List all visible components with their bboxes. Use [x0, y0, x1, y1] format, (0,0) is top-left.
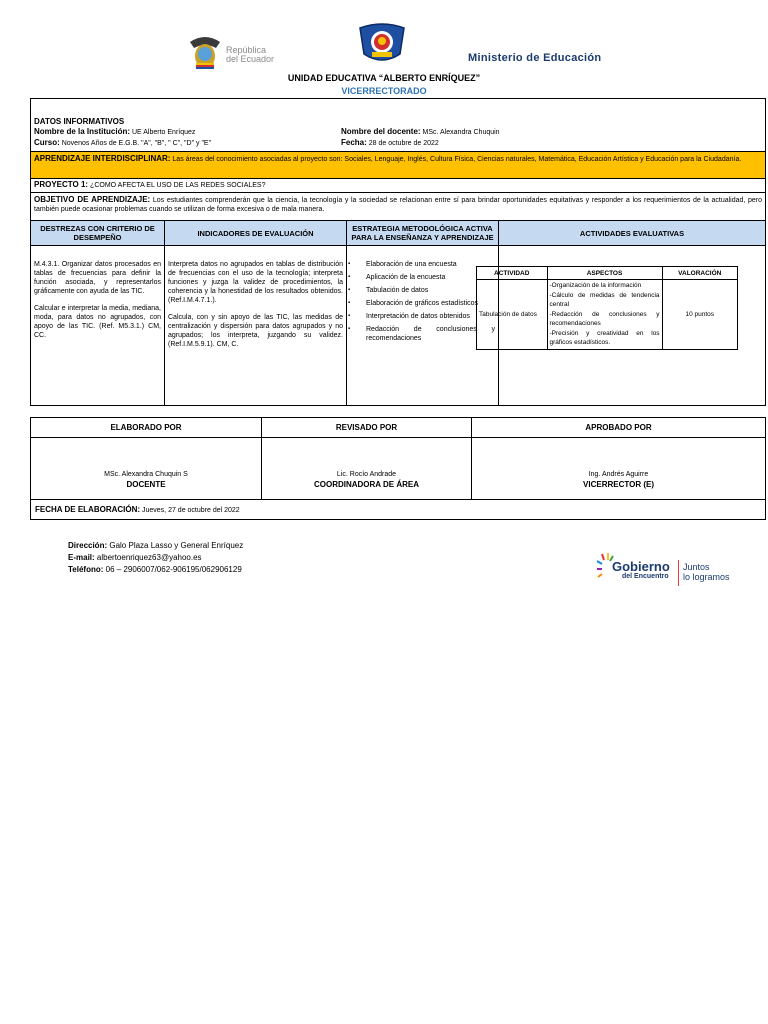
- estrategia-header: ESTRATEGIA METODOLÓGICA ACTIVA PARA LA ENSEÑANZA Y APRENDIZAJE: [347, 221, 499, 246]
- vicerrectorado-title: VICERRECTORADO: [341, 86, 427, 96]
- school-crest-icon: [356, 22, 408, 66]
- juntos-line2: lo logramos: [683, 572, 730, 582]
- aprendizaje-label: APRENDIZAJE INTERDISCIPLINAR:: [34, 154, 171, 163]
- elaborado-name: MSc. Alexandra Chuquin S: [104, 471, 188, 478]
- estrategia-item: ▪ Redacción de conclusiones y recomendaciones: [366, 325, 495, 343]
- institucion-value: UE Alberto Enríquez: [131, 129, 196, 136]
- aspect-item: -Organización de la información: [549, 282, 642, 289]
- proyecto-label: PROYECTO 1:: [34, 180, 89, 189]
- aprobado-name: Ing. Andrés Aguirre: [588, 471, 649, 478]
- valoracion-col-header: VALORACIÓN: [662, 267, 737, 280]
- indicadores-cell: [165, 246, 347, 406]
- fecha-label: Fecha:: [341, 138, 367, 147]
- institucion-label: Nombre de la Institución:: [34, 127, 131, 136]
- activity-value: Tabulación de datos: [477, 280, 548, 350]
- datos-label: DATOS INFORMATIVOS: [34, 117, 125, 126]
- activities-table: [476, 266, 738, 350]
- indicadores-header: INDICADORES DE EVALUACIÓN: [165, 221, 347, 246]
- republica-ecuador-text: [226, 46, 274, 64]
- estrategia-item: ▪ Interpretación de datos obtenidos: [366, 312, 495, 321]
- email-label: E-mail:: [68, 553, 95, 562]
- email-value: albertoenriquez63@yahoo.es: [96, 553, 202, 562]
- revisado-name: Lic. Rocío Andrade: [336, 471, 397, 478]
- gobierno-line1: Gobierno: [612, 559, 670, 574]
- republica-line1: República: [226, 45, 267, 55]
- gobierno-divider: [678, 560, 679, 586]
- juntos-line1: Juntos: [683, 562, 710, 572]
- curso-value: Novenos Años de E.G.B. "A", "B", " C", "D" y "E": [61, 140, 212, 147]
- aprendizaje-row: [31, 152, 765, 179]
- docente-value: MSc. Alexandra Chuquin: [422, 129, 500, 136]
- aprobado-header: APROBADO POR: [472, 418, 765, 438]
- datos-informativos-row: [31, 116, 765, 152]
- aspects-cell: [547, 280, 662, 350]
- fecha-elaboracion-value: Jueves, 27 de octubre del 2022: [142, 507, 240, 514]
- objetivo-value: Los estudiantes comprenderán que la ciencia, la tecnología y la sociedad se relacionan entre sí para brindar oportunidades equitativas y responder a los requerimientos de la actualidad, pero también puede ocasionar problemas cuando se utilizan de forma excesiva o de mala manera.: [34, 197, 763, 213]
- indicador-item: Interpreta datos no agrupados en tablas de distribución de frecuencias con el uso de la tecnología; interpreta funciones y juzga la validez de procedimientos, la coherencia y la honestidad de los resultados obtenidos. (Ref.I.M.4.7.1.).: [168, 261, 343, 304]
- destrezas-header: DESTREZAS CON CRITERIO DE DESEMPEÑO: [31, 221, 165, 246]
- fecha-elaboracion-row: [31, 500, 765, 519]
- indicador-item: Calcula, con y sin apoyo de las TIC, las medidas de centralización y dispersión para datos agrupados y no agrupados; los interpreta, juzgando su validez. (Ref.I.M.5.9.1). CM, C.: [168, 314, 343, 348]
- republica-line2: del Ecuador: [226, 54, 275, 64]
- telefono-label: Teléfono:: [68, 565, 104, 574]
- elaborado-role: DOCENTE: [126, 480, 166, 489]
- direccion-value: Galo Plaza Lasso y General Enríquez: [109, 541, 244, 550]
- gobierno-line2: del Encuentro: [622, 573, 669, 580]
- fecha-value: 28 de octubre de 2022: [368, 140, 439, 147]
- destreza-item: M.4.3.1. Organizar datos procesados en tablas de frecuencias para definir la función asociada, y representarlos gráficamente con ayuda de las TIC.: [34, 261, 161, 295]
- valoracion-value: 10 puntos: [662, 280, 737, 350]
- estrategia-item: ▪ Elaboración de gráficos estadísticos: [366, 299, 495, 308]
- objetivo-row: [31, 193, 765, 221]
- revisado-header: REVISADO POR: [262, 418, 472, 438]
- revisado-cell: [262, 438, 472, 500]
- aprobado-cell: [472, 438, 765, 500]
- aspect-item: -Precisión y creatividad en los gráficos estadísticos.: [549, 329, 660, 346]
- aprobado-role: VICERRECTOR (E): [583, 480, 654, 489]
- actividades-header: ACTIVIDADES EVALUATIVAS: [499, 221, 765, 246]
- aspects-col-header: ASPECTOS: [547, 267, 662, 280]
- docente-label: Nombre del docente:: [341, 127, 421, 136]
- estrategia-item: ▪ Elaboración de una encuesta: [366, 260, 495, 269]
- elaborado-cell: [31, 438, 262, 500]
- elaborado-header: ELABORADO POR: [31, 418, 262, 438]
- estrategia-item: ▪ Tabulación de datos: [366, 286, 495, 295]
- aprendizaje-value: Las áreas del conocimiento asociadas al proyecto son: Sociales, Lenguaje, Inglés, Cultura Física, Ciencias naturales, Matemática, Educación Artística y Educación para la Ciudadanía.: [172, 156, 742, 163]
- fecha-elaboracion-label: FECHA DE ELABORACIÓN:: [35, 505, 141, 514]
- objetivo-label: OBJETIVO DE APRENDIZAJE:: [34, 195, 151, 204]
- school-name: UNIDAD EDUCATIVA “ALBERTO ENRÍQUEZ”: [287, 73, 481, 83]
- signatures-table: [30, 417, 766, 520]
- ecuador-coat-of-arms-icon: [188, 34, 222, 72]
- revisado-role: COORDINADORA DE ÁREA: [313, 480, 420, 489]
- proyecto-row: [31, 179, 765, 193]
- destreza-item: Calcular e interpretar la media, mediana, moda, para datos no agrupados, con apoyo de las TIC. (Ref. M5.3.1.) CM, CC.: [34, 305, 161, 339]
- gobierno-logo: [596, 550, 736, 590]
- footer-contact: [68, 540, 243, 576]
- ministerio-text: Ministerio de Educación: [468, 52, 602, 64]
- aspect-item: -Redacción de conclusiones y recomendaciones: [549, 310, 660, 327]
- activity-col-header: ACTIVIDAD: [477, 267, 548, 280]
- curso-label: Curso:: [34, 138, 60, 147]
- planning-table: [30, 98, 766, 406]
- direccion-label: Dirección:: [68, 541, 108, 550]
- aspect-item: -Cálculo de medidas de tendencia central: [549, 291, 660, 308]
- telefono-value: 06 – 2906007/062-906195/062906129: [105, 565, 242, 574]
- destrezas-cell: [31, 246, 165, 406]
- proyecto-value: ¿COMO AFECTA EL USO DE LAS REDES SOCIALES?: [90, 182, 266, 189]
- estrategia-item: ▪ Aplicación de la encuesta: [366, 273, 495, 282]
